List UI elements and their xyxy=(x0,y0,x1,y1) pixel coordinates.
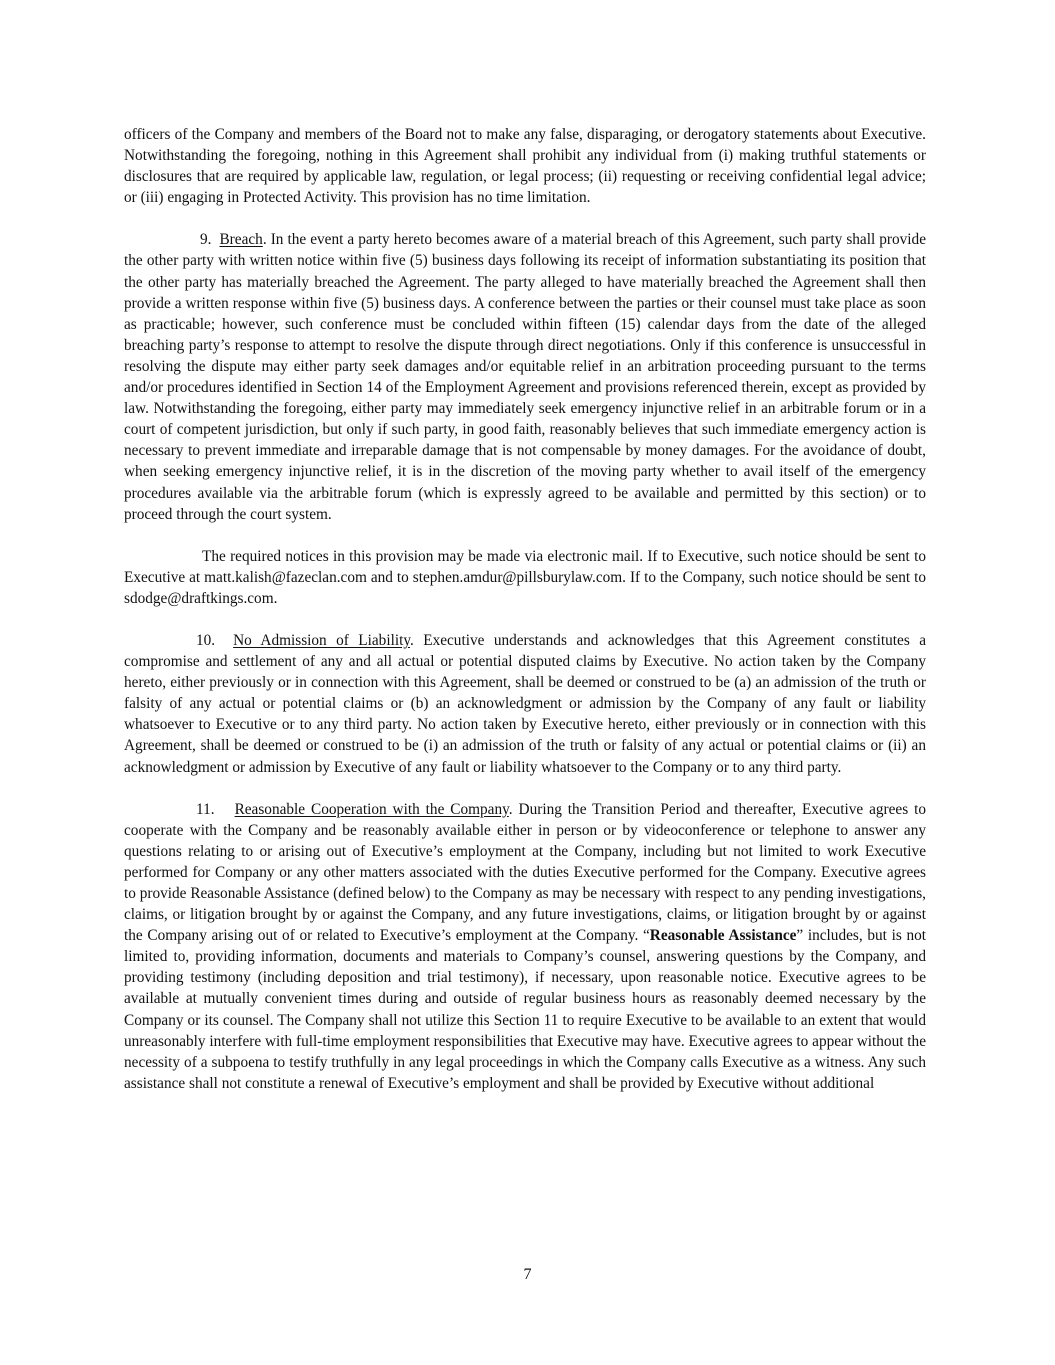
page-number: 7 xyxy=(523,1266,532,1283)
paragraph-gap xyxy=(124,609,926,630)
section-body: . Executive understands and acknowledges that this Agreement constitutes a compromise and settlement of any and all actual or potential disputed claims by Executive. No action taken by the Company hereto, either previously or in connection with this Agreement, shall be deemed or construed to be (a) an admission of the truth or falsity of any actual or potential claims or (b) an acknowledgment or admission by the Company of any fault or liability whatsoever to Executive or to any third party. No action taken by Executive hereto, either previously or in connection with this Agreement, shall be deemed or construed to be (i) an admission of the truth or falsity of any actual or potential claims or (ii) an acknowledgment or admission by Executive of any fault or liability whatsoever to the Company or to any third party. xyxy=(124,631,926,776)
section-9-breach xyxy=(124,229,926,524)
section-heading: No Admission of Liability xyxy=(233,631,410,649)
paragraph-gap xyxy=(124,208,926,229)
notice-paragraph: The required notices in this provision may be made via electronic mail. If to Executive, such notice should be sent to Executive at matt.kalish@fazeclan.com and to stephen.amdur@pillsburylaw.com. If to the Company, such notice should be sent to sdodge@draftkings.com. xyxy=(124,547,926,607)
section-heading: Breach xyxy=(219,231,263,249)
section-number: 10. xyxy=(196,631,216,649)
document-page xyxy=(124,124,926,1094)
paragraph-gap xyxy=(124,778,926,799)
section-body-continued: ” includes, but is not limited to, providing information, documents and materials to Company’s counsel, answering questions by the Company, and providing testimony (including deposition and trial testimony), if necessary, upon reasonable notice. Executive agrees to be available at mutually convenient times during and outside of regular business hours as reasonably deemed necessary by the Company or its counsel. The Company shall not utilize this Section 11 to require Executive to be available to an extent that would unreasonably interfere with full-time employment responsibilities that Executive may have. Executive agrees to appear without the necessity of a subpoena to testify truthfully in any legal proceedings in which the Company calls Executive as a witness. Any such assistance shall not constitute a renewal of Executive’s employment and shall be provided by Executive without additional xyxy=(124,927,926,1092)
section-body: . In the event a party hereto becomes aware of a material breach of this Agreement, such party shall provide the other party with written notice within five (5) business days following its receipt of information substantiating its position that the other party has materially breached the Agreement. The party alleged to have materially breached the Agreement shall then provide a written response within five (5) business days. A conference between the parties or their counsel must take place as soon as practicable; however, such conference must be concluded within fifteen (15) calendar days from the date of the alleged breaching party’s response to attempt to resolve the dispute through direct negotiations. Only if this conference is unsuccessful in resolving the dispute may either party seek damages and/or equitable relief in an arbitration proceeding pursuant to the terms and/or procedures identified in Section 14 of the Employment Agreement and provisions referenced therein, except as provided by law. Notwithstanding the foregoing, either party may immediately seek emergency injunctive relief in an arbitrable forum or in a court of competent jurisdiction, but only if such party, in good faith, reasonably believes that such immediate emergency action is necessary to prevent immediate and irreparable damage that is not compensable by money damages. For the avoidance of doubt, when seeking emergency injunctive relief, it is in the discretion of the moving party whether to avail itself of the emergency procedures available via the arbitrable forum (which is expressly agreed to be available and permitted by this section) or to proceed through the court system. xyxy=(124,231,926,523)
section-heading: Reasonable Cooperation with the Company xyxy=(234,800,509,818)
section-10-no-admission xyxy=(124,630,926,778)
section-11-cooperation xyxy=(124,799,926,1094)
section-body: . During the Transition Period and thereafter, Executive agrees to cooperate with the Company and be reasonably available either in person or by videoconference or telephone to answer any questions relating to or arising out of Executive’s employment at the Company, including but not limited to work Executive performed for Company or any other matters associated with the duties Executive performed for the Company. Executive agrees to provide Reasonable Assistance (defined below) to the Company as may be necessary with respect to any pending investigations, claims, or litigation brought by or against the Company, and any future investigations, claims, or litigation brought by or against the Company arising out of or related to Executive’s employment at the Company. “ xyxy=(124,800,926,945)
paragraph-gap xyxy=(124,525,926,546)
section-number: 11. xyxy=(196,800,215,818)
section-number: 9. xyxy=(200,231,212,249)
continuation-paragraph: officers of the Company and members of the Board not to make any false, disparaging, or derogatory statements about Executive. Notwithstanding the foregoing, nothing in this Agreement shall prohibit any individual from (i) making truthful statements or disclosures that are required by applicable law, regulation, or legal process; (ii) requesting or receiving confidential legal advice; or (iii) engaging in Protected Activity. This provision has no time limitation. xyxy=(124,126,926,207)
defined-term: Reasonable Assistance xyxy=(649,927,797,945)
